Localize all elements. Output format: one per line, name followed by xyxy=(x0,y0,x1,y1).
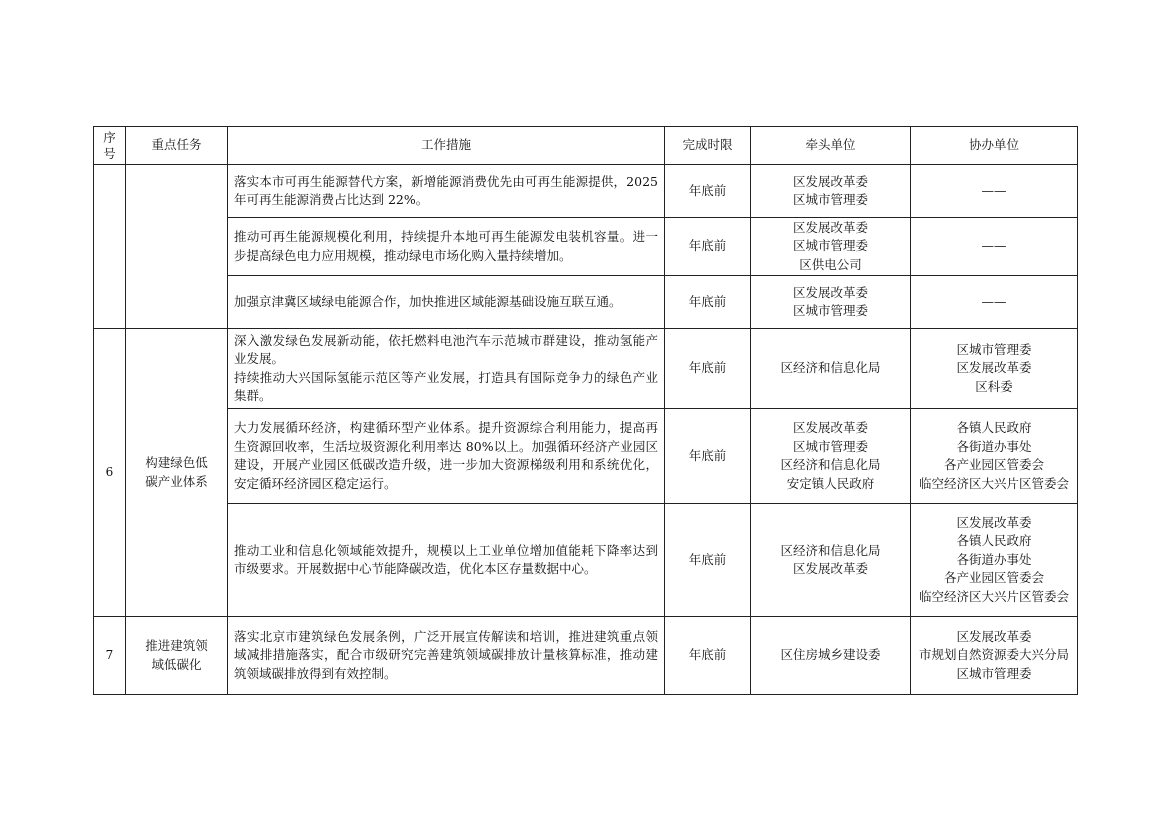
measure-cell: 落实北京市建筑绿色发展条例，广泛开展宣传解读和培训，推进建筑重点领域减排措施落实，配合市级研究完善建筑领域碳排放计量核算标准，推动建筑领域碳排放得到有效控制。 xyxy=(228,617,665,695)
header-measure: 工作措施 xyxy=(228,127,665,165)
table-row xyxy=(94,504,1078,617)
table-row xyxy=(94,617,1078,695)
measure-cell: 加强京津冀区域绿电能源合作，加快推进区域能源基础设施互联互通。 xyxy=(228,276,665,329)
assist-cell: —— xyxy=(911,165,1078,218)
deadline-cell: 年底前 xyxy=(665,617,751,695)
lead-cell: 区住房城乡建设委 xyxy=(751,617,911,695)
measure-cell: 深入激发绿色发展新动能，依托燃料电池汽车示范城市群建设，推动氢能产业发展。 持续推动大兴国际氢能示范区等产业发展，打造具有国际竞争力的绿色产业集群。 xyxy=(228,329,665,409)
header-assist: 协办单位 xyxy=(911,127,1078,165)
header-index: 序 号 xyxy=(94,127,126,165)
lead-cell: 区经济和信息化局 xyxy=(751,329,911,409)
task-cell: 构建绿色低 碳产业体系 xyxy=(126,329,228,617)
deadline-cell: 年底前 xyxy=(665,218,751,276)
measure-cell: 大力发展循环经济，构建循环型产业体系。提升资源综合利用能力，提高再生资源回收率，生活垃圾资源化利用率达 80%以上。加强循环经济产业园区建设，开展产业园区低碳改造升级，进一步加大资源梯级利用和系统优化，安定循环经济园区稳定运行。 xyxy=(228,409,665,504)
table-row xyxy=(94,218,1078,276)
index-cell: 7 xyxy=(94,617,126,695)
assist-cell: 区发展改革委 市规划自然资源委大兴分局 区城市管理委 xyxy=(911,617,1078,695)
lead-cell: 区发展改革委 区城市管理委 xyxy=(751,276,911,329)
assist-cell: —— xyxy=(911,276,1078,329)
task-table xyxy=(93,126,1078,695)
lead-cell: 区发展改革委 区城市管理委 xyxy=(751,165,911,218)
measure-cell: 推动可再生能源规模化利用，持续提升本地可再生能源发电装机容量。进一步提高绿色电力应用规模，推动绿电市场化购入量持续增加。 xyxy=(228,218,665,276)
index-cell xyxy=(94,165,126,329)
table-row xyxy=(94,329,1078,409)
lead-cell: 区发展改革委 区城市管理委 区经济和信息化局 安定镇人民政府 xyxy=(751,409,911,504)
header-deadline: 完成时限 xyxy=(665,127,751,165)
lead-cell: 区发展改革委 区城市管理委 区供电公司 xyxy=(751,218,911,276)
table-row xyxy=(94,276,1078,329)
table-row xyxy=(94,165,1078,218)
assist-cell: 区发展改革委 各镇人民政府 各街道办事处 各产业园区管委会 临空经济区大兴片区管委会 xyxy=(911,504,1078,617)
assist-cell: 区城市管理委 区发展改革委 区科委 xyxy=(911,329,1078,409)
deadline-cell: 年底前 xyxy=(665,329,751,409)
task-cell xyxy=(126,165,228,329)
task-cell: 推进建筑领 域低碳化 xyxy=(126,617,228,695)
deadline-cell: 年底前 xyxy=(665,409,751,504)
deadline-cell: 年底前 xyxy=(665,165,751,218)
lead-cell: 区经济和信息化局 区发展改革委 xyxy=(751,504,911,617)
assist-cell: —— xyxy=(911,218,1078,276)
deadline-cell: 年底前 xyxy=(665,504,751,617)
assist-cell: 各镇人民政府 各街道办事处 各产业园区管委会 临空经济区大兴片区管委会 xyxy=(911,409,1078,504)
header-lead: 牵头单位 xyxy=(751,127,911,165)
measure-cell: 推动工业和信息化领域能效提升，规模以上工业单位增加值能耗下降率达到市级要求。开展数据中心节能降碳改造，优化本区存量数据中心。 xyxy=(228,504,665,617)
index-cell: 6 xyxy=(94,329,126,617)
table-row xyxy=(94,409,1078,504)
header-row xyxy=(94,127,1078,165)
header-task: 重点任务 xyxy=(126,127,228,165)
measure-cell: 落实本市可再生能源替代方案，新增能源消费优先由可再生能源提供，2025 年可再生能源消费占比达到 22%。 xyxy=(228,165,665,218)
deadline-cell: 年底前 xyxy=(665,276,751,329)
